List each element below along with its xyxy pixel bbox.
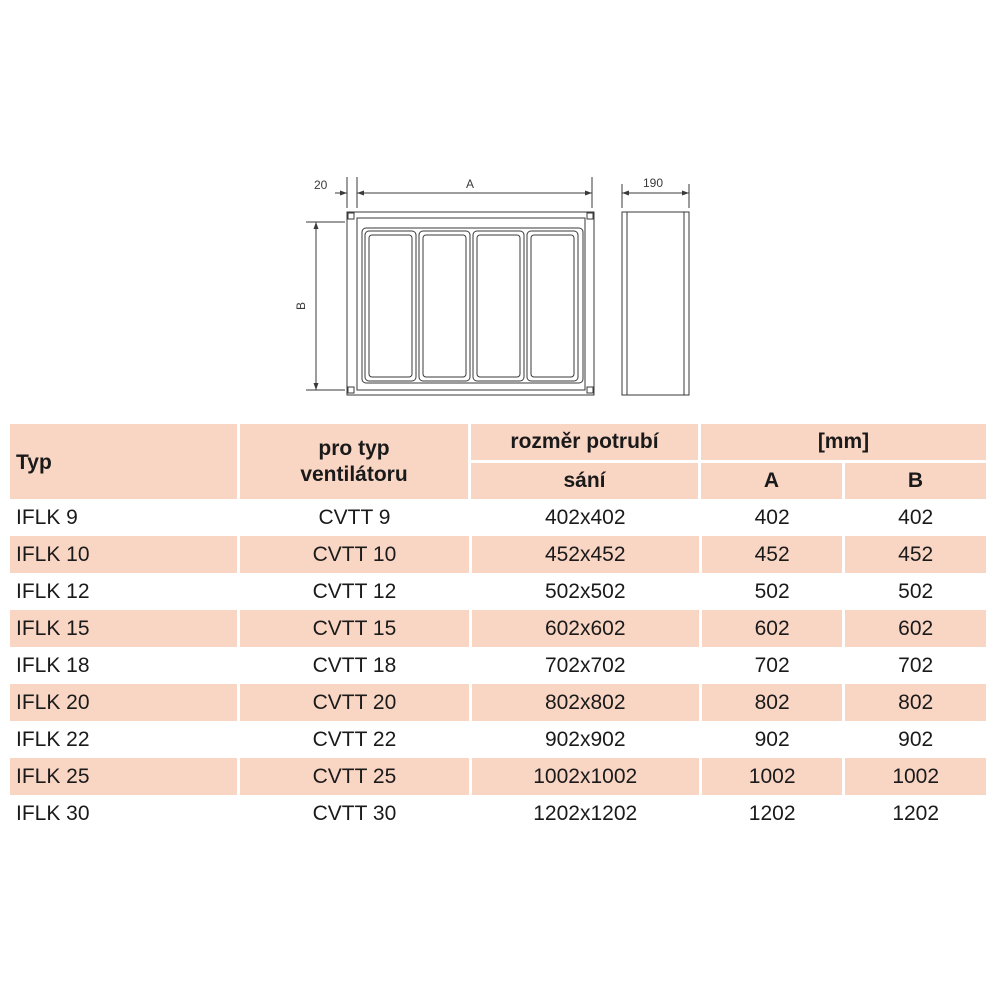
cell-ventilator: CVTT 15 xyxy=(240,610,468,647)
cell-b: 902 xyxy=(898,727,934,751)
table-row xyxy=(10,647,986,684)
dim-b-label: B xyxy=(294,301,308,311)
cell-typ: IFLK 30 xyxy=(16,801,90,825)
cell-typ: IFLK 20 xyxy=(10,684,237,721)
technical-drawing xyxy=(290,170,710,405)
table-row xyxy=(10,610,986,647)
table-row xyxy=(10,758,986,795)
cell-b: 452 xyxy=(845,536,986,573)
cell-a: 1202 xyxy=(748,801,796,825)
cell-ventilator: CVTT 10 xyxy=(240,536,468,573)
cell-typ: IFLK 25 xyxy=(10,758,237,795)
front-frame-inner xyxy=(357,218,585,390)
cell-b: 702 xyxy=(898,653,934,677)
cell-ventilator: CVTT 20 xyxy=(240,684,468,721)
table-row xyxy=(10,499,986,536)
spec-table xyxy=(10,424,986,832)
filter-pockets xyxy=(365,231,578,381)
header-mm-group xyxy=(701,424,986,499)
cell-a: 452 xyxy=(702,536,843,573)
table-row xyxy=(10,573,986,610)
header-pro-typ-line2: ventilátoru xyxy=(300,462,408,486)
table-body xyxy=(10,499,986,832)
header-b: B xyxy=(845,463,986,499)
cell-sani: 502x502 xyxy=(544,579,626,603)
cell-b: 802 xyxy=(845,684,986,721)
cell-ventilator: CVTT 25 xyxy=(240,758,468,795)
cell-ventilator: CVTT 9 xyxy=(318,505,391,529)
dim-a-label: A xyxy=(466,177,475,191)
cell-b: 502 xyxy=(898,579,934,603)
cell-a: 502 xyxy=(754,579,790,603)
cell-sani: 902x902 xyxy=(544,727,626,751)
cell-sani: 1002x1002 xyxy=(472,758,699,795)
cell-ventilator: CVTT 12 xyxy=(312,579,397,603)
table-row xyxy=(10,721,986,758)
cell-sani: 802x802 xyxy=(472,684,699,721)
cell-typ: IFLK 18 xyxy=(16,653,90,677)
cell-a: 402 xyxy=(754,505,790,529)
table-header xyxy=(10,424,986,499)
cell-a: 802 xyxy=(702,684,843,721)
cell-a: 1002 xyxy=(702,758,843,795)
cell-ventilator: CVTT 22 xyxy=(312,727,397,751)
cell-sani: 1202x1202 xyxy=(533,801,638,825)
cell-a: 902 xyxy=(754,727,790,751)
header-pro-typ-line1: pro typ xyxy=(318,436,390,460)
cell-typ: IFLK 12 xyxy=(16,579,90,603)
header-rozmer: rozměr potrubí xyxy=(471,424,698,460)
table-row xyxy=(10,684,986,721)
table-row xyxy=(10,536,986,573)
header-rozmer-group xyxy=(471,424,698,499)
cell-typ: IFLK 15 xyxy=(10,610,237,647)
header-pro-typ xyxy=(240,424,468,499)
cell-b: 1202 xyxy=(892,801,940,825)
cell-b: 1002 xyxy=(845,758,986,795)
cell-ventilator: CVTT 30 xyxy=(312,801,397,825)
header-typ: Typ xyxy=(10,424,237,499)
header-mm: [mm] xyxy=(701,424,986,460)
table-row xyxy=(10,795,986,832)
header-a: A xyxy=(701,463,842,499)
cell-sani: 402x402 xyxy=(544,505,626,529)
cell-ventilator: CVTT 18 xyxy=(312,653,397,677)
cell-a: 602 xyxy=(702,610,843,647)
header-sani: sání xyxy=(471,463,698,499)
side-view xyxy=(622,212,689,395)
cell-sani: 452x452 xyxy=(472,536,699,573)
cell-b: 602 xyxy=(845,610,986,647)
cell-sani: 702x702 xyxy=(544,653,626,677)
cell-a: 702 xyxy=(754,653,790,677)
dim-190-label: 190 xyxy=(643,176,664,190)
dim-20-label: 20 xyxy=(314,178,328,192)
cell-sani: 602x602 xyxy=(472,610,699,647)
cell-typ: IFLK 10 xyxy=(10,536,237,573)
cell-b: 402 xyxy=(898,505,934,529)
cell-typ: IFLK 22 xyxy=(16,727,90,751)
cell-typ: IFLK 9 xyxy=(16,505,78,529)
